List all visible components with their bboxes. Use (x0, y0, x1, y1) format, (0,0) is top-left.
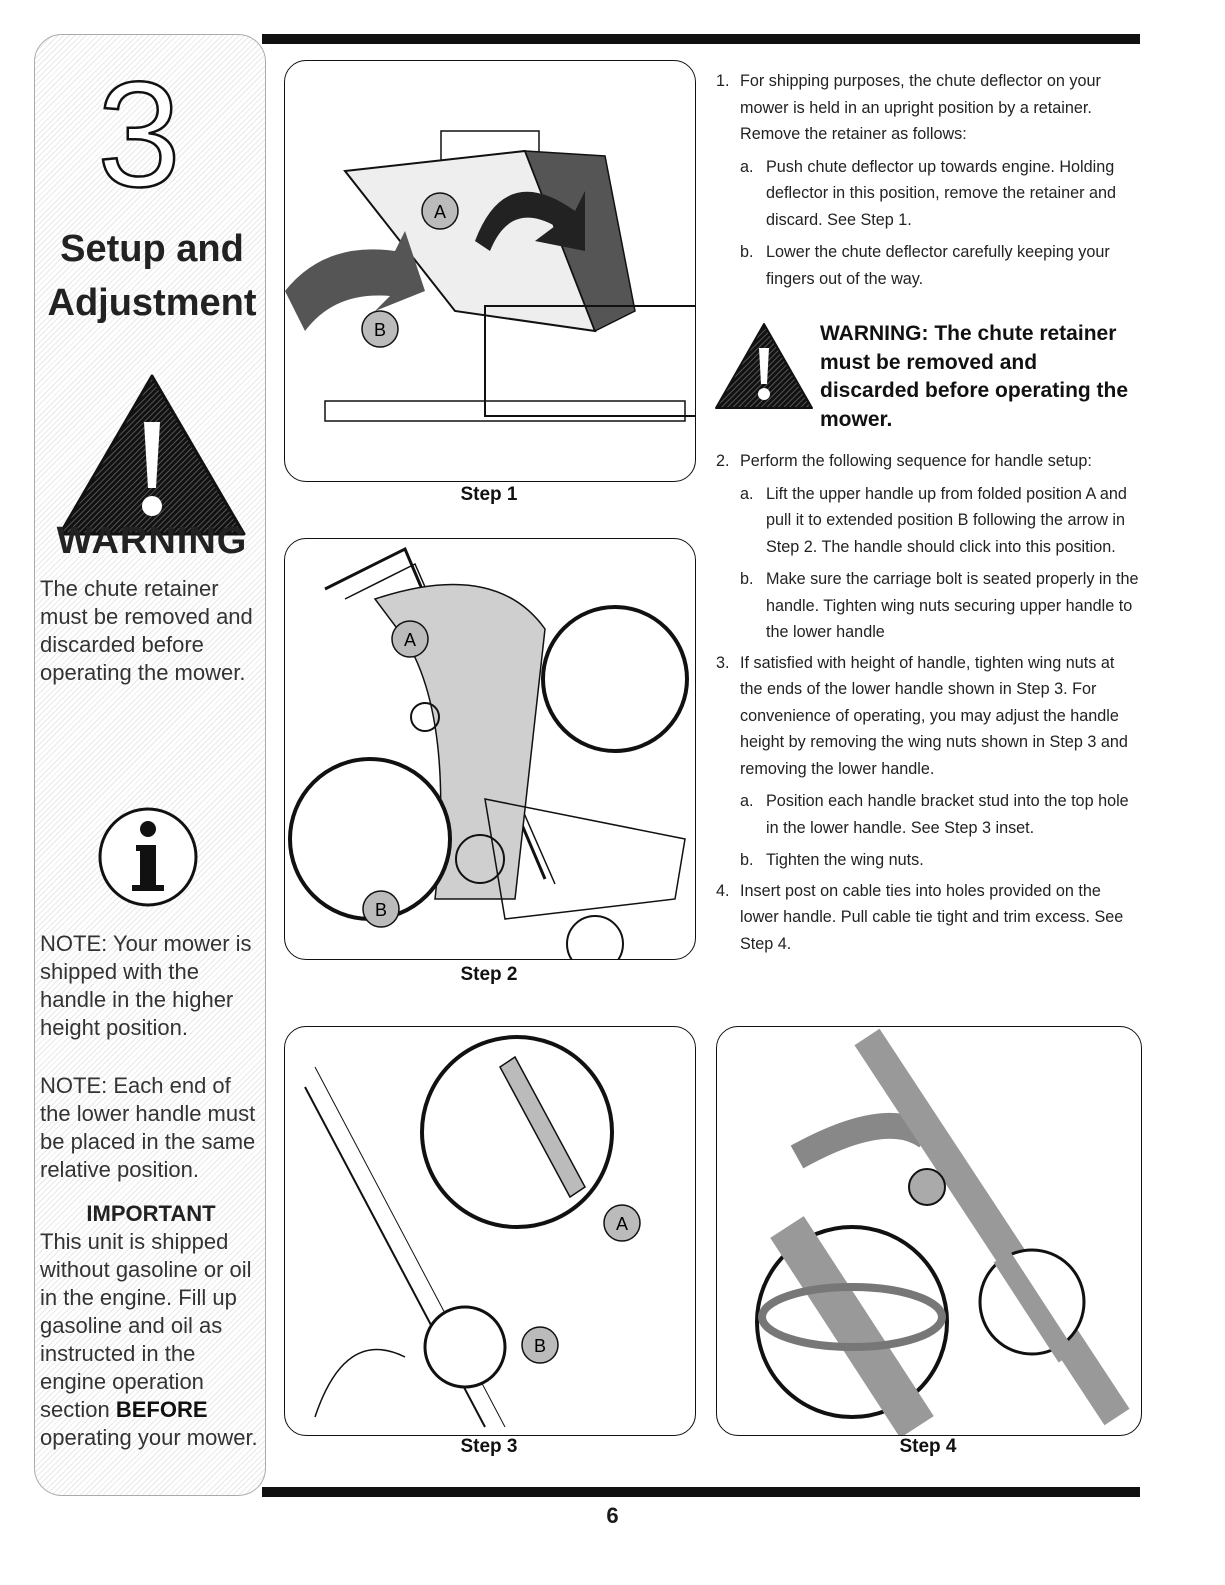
figure-step2 (284, 538, 696, 960)
instructions-continued (716, 448, 1141, 957)
page-number: 6 (606, 1503, 619, 1528)
info-icon (96, 805, 200, 909)
section-title: Setup and Adjustment (47, 228, 257, 324)
instruction-3b: b. Tighten the wing nuts. (740, 851, 924, 869)
step3-label-b: B (533, 1336, 547, 1356)
section-number (84, 68, 194, 198)
step1-label-a: A (433, 202, 447, 222)
warning-triangle-small-icon (712, 320, 816, 412)
instructions (716, 68, 1141, 292)
important-heading: IMPORTANT (86, 1201, 216, 1226)
caption-step2: Step 2 (460, 964, 518, 985)
bottom-rule (262, 1487, 1140, 1497)
warning-heading: WARNING (56, 520, 248, 562)
step3-label-a: A (615, 1214, 629, 1234)
warning-callout (712, 320, 1142, 431)
svg-text:3: 3 (97, 68, 181, 198)
step2-label-b: B (374, 900, 388, 920)
cable-tie-illustration (717, 1027, 1141, 1435)
instruction-1: 1. For shipping purposes, the chute deflector on your mower is held in an upright position by a retainer. Remove the retainer as follows: (716, 72, 1101, 143)
instruction-2: 2. Perform the following sequence for handle setup: (716, 452, 1092, 470)
instruction-3: 3. If satisfied with height of handle, tighten wing nuts at the ends of the lower handle shown in Step 3. For convenience of operating, you may adjust the handle height by removing the wing nuts shown in Step 3 and removing the lower handle. (716, 653, 1128, 778)
note-higher-height: NOTE: Your mower is shipped with the handle in the higher height position. (40, 931, 252, 1040)
note-lower-handle: NOTE: Each end of the lower handle must be placed in the same relative position. (40, 1073, 256, 1182)
instruction-4: 4. Insert post on cable ties into holes provided on the lower handle. Pull cable tie tight and trim excess. See Step 4. (716, 881, 1124, 953)
instruction-3a: a. Position each handle bracket stud into the top hole in the lower handle. See Step 3 inset. (740, 792, 1129, 837)
handle-setup-illustration (285, 539, 695, 959)
caption-step1: Step 1 (460, 484, 518, 505)
figure-step3 (284, 1026, 696, 1436)
top-rule (262, 34, 1140, 44)
chute-deflector-illustration (285, 61, 695, 481)
figure-step4 (716, 1026, 1142, 1436)
instruction-2a: a. Lift the upper handle up from folded position A and pull it to extended position B following the arrow in Step 2. The handle should click into this position. (740, 484, 1127, 556)
caption-step3: Step 3 (460, 1436, 518, 1457)
step2-label-a: A (403, 630, 417, 650)
important-note: IMPORTANT This unit is shipped without gasoline or oil in the engine. Fill up gasoline and oil as instructed in the engine operation section BEFORE operating your mower. (40, 1200, 262, 1452)
important-bold: BEFORE (115, 1397, 208, 1422)
warning-text: The chute retainer must be removed and discarded before operating the mower. (40, 576, 253, 685)
instruction-1b: b. Lower the chute deflector carefully keeping your fingers out of the way. (740, 243, 1110, 288)
figure-step1 (284, 60, 696, 482)
instruction-1a: a. Push chute deflector up towards engine. Holding deflector in this position, remove the retainer and discard. See Step 1. (740, 157, 1117, 229)
wing-nut-illustration (285, 1027, 695, 1435)
step1-label-b: B (373, 320, 387, 340)
warning-callout-text: WARNING: The chute retainer must be removed and discarded before operating the mower. (820, 322, 1129, 431)
instruction-2b: b. Make sure the carriage bolt is seated properly in the handle. Tighten wing nuts securing upper handle to the lower handle (740, 570, 1139, 641)
warning-triangle-icon (54, 370, 250, 540)
caption-step4: Step 4 (899, 1436, 957, 1457)
